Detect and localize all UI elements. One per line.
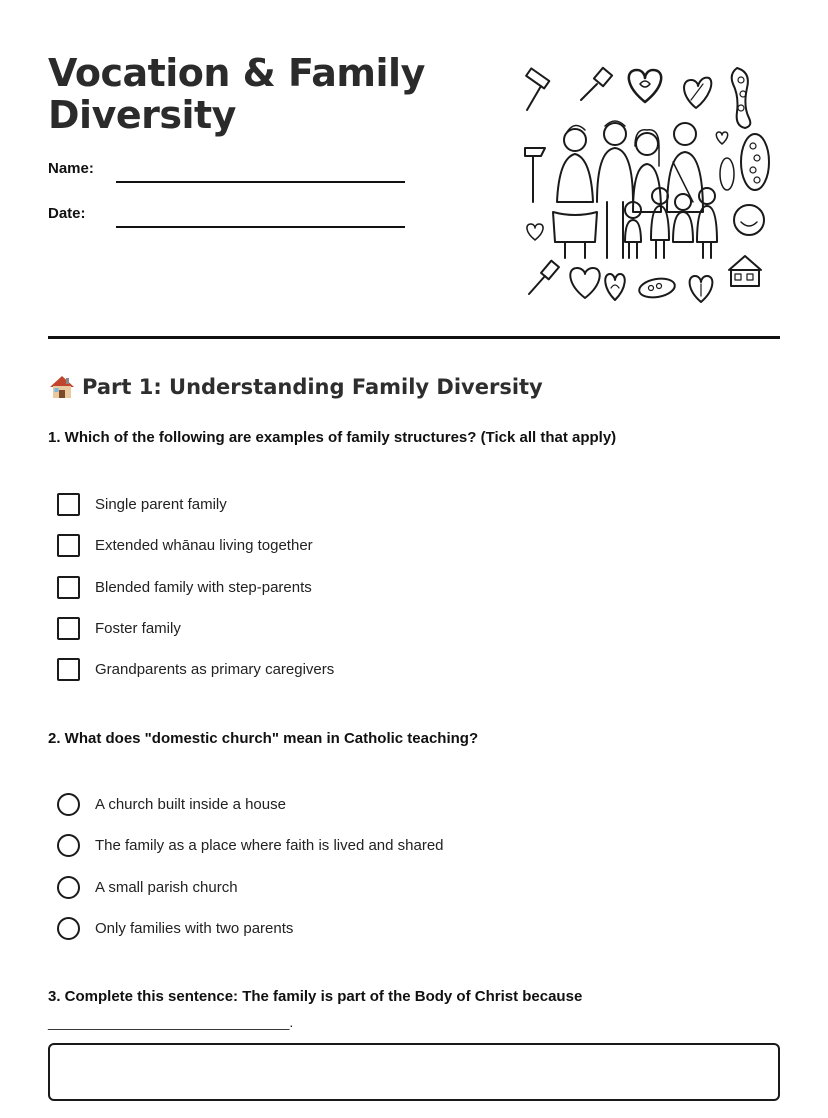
small-heart-icon xyxy=(716,132,727,144)
leaf-heart-icon xyxy=(684,78,711,108)
house-emoji-icon xyxy=(48,374,76,400)
q1-option-2[interactable] xyxy=(57,532,313,558)
question-2-text: 2. What does "domestic church" mean in Catholic teaching? xyxy=(48,730,479,747)
spiral-icon xyxy=(734,205,764,235)
part1-heading xyxy=(48,374,543,400)
radio-button[interactable] xyxy=(57,834,80,857)
bottom-heart-icon xyxy=(570,268,599,298)
q1-option-1[interactable] xyxy=(57,491,227,517)
mallet-icon xyxy=(581,68,612,100)
hammer-icon xyxy=(526,68,549,110)
family-figures xyxy=(553,121,717,258)
section-divider xyxy=(48,336,780,339)
heart-icon xyxy=(629,70,661,102)
answer-box[interactable] xyxy=(48,1043,780,1101)
checkbox[interactable] xyxy=(57,617,80,640)
q1-option-label: Extended whānau living together xyxy=(95,536,313,554)
name-field-line[interactable] xyxy=(116,181,405,183)
question-1-text: 1. Which of the following are examples of family structures? (Tick all that apply) xyxy=(48,429,617,446)
part1-title: Part 1: Understanding Family Diversity xyxy=(82,375,543,399)
radio-button[interactable] xyxy=(57,917,80,940)
q2-option-4[interactable] xyxy=(57,915,293,941)
q1-option-4[interactable] xyxy=(57,615,181,641)
checkbox[interactable] xyxy=(57,658,80,681)
q2-option-1[interactable] xyxy=(57,791,286,817)
q2-option-label: Only families with two parents xyxy=(95,919,294,937)
q1-option-5[interactable] xyxy=(57,656,334,682)
checkbox[interactable] xyxy=(57,576,80,599)
house-icon xyxy=(729,256,761,286)
q1-option-label: Foster family xyxy=(95,619,181,637)
q1-option-3[interactable] xyxy=(57,574,312,600)
q2-option-label: A church built inside a house xyxy=(95,795,286,813)
q2-option-label: A small parish church xyxy=(95,878,238,896)
q1-option-label: Grandparents as primary caregivers xyxy=(95,660,335,678)
question-3-text: 3. Complete this sentence: The family is part of the Body of Christ because xyxy=(48,988,583,1005)
q1-option-label: Single parent family xyxy=(95,495,227,513)
q2-option-label: The family as a place where faith is lived and shared xyxy=(95,836,444,854)
bottom-heart-2-icon xyxy=(605,274,624,300)
family-illustration xyxy=(515,62,777,308)
checkbox[interactable] xyxy=(57,534,80,557)
sentence-blank: _______________________________. xyxy=(48,1014,294,1030)
q2-option-2[interactable] xyxy=(57,832,444,858)
radio-button[interactable] xyxy=(57,876,80,899)
checkbox[interactable] xyxy=(57,493,80,516)
q2-option-3[interactable] xyxy=(57,874,238,900)
date-field-line[interactable] xyxy=(116,226,405,228)
date-label: Date: xyxy=(48,205,86,222)
radio-button[interactable] xyxy=(57,793,80,816)
name-label: Name: xyxy=(48,160,94,177)
worksheet-title: Vocation & Family Diversity xyxy=(48,51,425,137)
bottom-hammer-icon xyxy=(529,261,559,294)
outline-heart-icon xyxy=(527,224,543,240)
claw-hammer-icon xyxy=(525,148,545,202)
q1-option-label: Blended family with step-parents xyxy=(95,578,312,596)
